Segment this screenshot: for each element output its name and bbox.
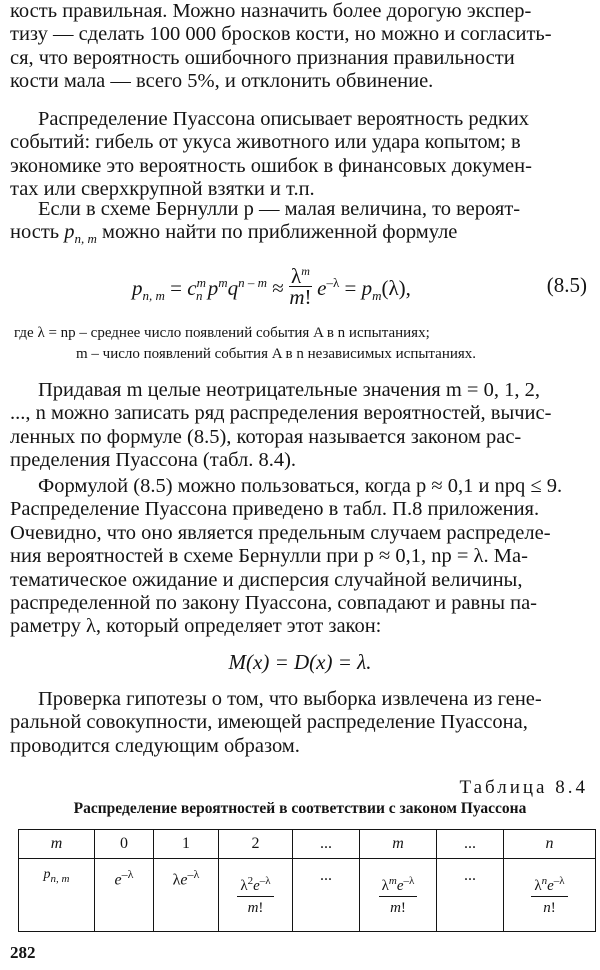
text-line: Придавая m целые неотрицательные значения m = 0, 1, 2, — [38, 379, 540, 401]
text-line: ..., n можно записать ряд распределения вероятностей, вычис- — [10, 402, 552, 425]
header-cell: ... — [437, 830, 504, 859]
formula-number: (8.5) — [546, 273, 587, 297]
text-line: раметру λ, который определяет этот закон: — [10, 615, 382, 638]
text-line: распределенной по закону Пуассона, совпадают и равны па- — [10, 592, 537, 615]
table-header-row — [19, 830, 596, 859]
formula-8-5: $p_{n, m} = c^m_n$ $p^mq^{n - m}$ ≈ $\frac{\lambda^m}{m!}$ $e^{-\lambda} = p_m(\lambda)$, (8.5) — [132, 264, 587, 309]
paragraph-6 — [10, 688, 592, 758]
text-line: Распределение Пуассона описывает вероятность редких — [38, 108, 530, 130]
text-line: пределения Пуассона (табл. 8.4). — [10, 449, 297, 472]
poisson-table — [18, 829, 596, 932]
table-label: Таблица 8.4 — [459, 777, 588, 798]
where-line-2: m – число появлений события A в n независимых испытаниях. — [76, 346, 477, 362]
value-cell: $\lambda e^{-\lambda}$ — [154, 859, 219, 932]
header-cell: 1 — [154, 830, 219, 859]
header-cell: m — [19, 830, 95, 859]
text-line: ния вероятностей в схеме Бернулли при p ≈ 0,1, np = λ. Ма- — [10, 545, 528, 568]
text-line: Проверка гипотезы о том, что выборка извлечена из гене- — [38, 688, 542, 710]
value-cell: $\frac{\lambda^ne^{-\lambda}}{n!}$ — [504, 859, 596, 932]
value-cell: ... — [437, 859, 504, 932]
text-line: ленных по формуле (8.5), которая называется законом рас- — [10, 425, 522, 448]
paragraph-2 — [10, 108, 592, 202]
text-line: ральной совокупности, имеющей распределение Пуассона, — [10, 711, 528, 734]
text-line: событий: гибель от укуса животного или удара копытом; в — [10, 131, 521, 154]
header-cell: m — [360, 830, 437, 859]
value-cell: ... — [293, 859, 360, 932]
text-line: Распределение Пуассона приведено в табл. П.8 приложения. — [10, 498, 540, 521]
paragraph-4 — [10, 379, 592, 473]
text-line: Очевидно, что оно является предельным случаем распределе- — [10, 521, 551, 544]
text-line: тах или сверхкрупной взятки и т.п. — [10, 178, 315, 201]
value-cell: $e^{-\lambda}$ — [95, 859, 154, 932]
text-line: Если в схеме Бернулли p — малая величина, то вероят- — [38, 198, 521, 220]
row-label-cell: $p_{n, m}$ — [19, 859, 95, 932]
table-value-row — [19, 859, 596, 932]
header-cell: 0 — [95, 830, 154, 859]
table-title: Распределение вероятностей в соответствии с законом Пуассона — [73, 800, 527, 817]
value-cell: $\frac{\lambda^me^{-\lambda}}{m!}$ — [360, 859, 437, 932]
where-line-1: где λ = np – среднее число появлений события A в n испытаниях; — [14, 325, 430, 341]
header-cell: n — [504, 830, 596, 859]
text-line: тизу — сделать 100 000 бросков кости, но можно и согласить- — [10, 23, 552, 46]
text-line: экономике это вероятность ошибок в финансовых докумен- — [10, 154, 532, 177]
text-line: кость правильная. Можно назначить более дорогую экспер- — [10, 0, 532, 22]
header-cell: 2 — [219, 830, 293, 859]
text-line: ся, что вероятность ошибочного признания правильности — [10, 46, 515, 69]
page-number: 282 — [10, 943, 36, 962]
paragraph-3 — [10, 198, 592, 251]
text-line: тематическое ожидание и дисперсия случайной величины, — [10, 568, 523, 591]
text-line: ность $p_{n, m}$ можно найти по приближенной формуле — [10, 221, 458, 247]
text-line: проводится следующим образом. — [10, 734, 300, 757]
header-cell: ... — [293, 830, 360, 859]
paragraph-5 — [10, 475, 592, 639]
value-cell: $\frac{\lambda^2e^{-\lambda}}{m!}$ — [219, 859, 293, 932]
text-line: кости мала — всего 5%, и отклонить обвинение. — [10, 70, 434, 93]
paragraph-1 — [10, 0, 592, 94]
expectation-formula: M(x) = D(x) = λ. — [228, 650, 372, 674]
text-line: Формулой (8.5) можно пользоваться, когда p ≈ 0,1 и npq ≤ 9. — [38, 475, 563, 497]
